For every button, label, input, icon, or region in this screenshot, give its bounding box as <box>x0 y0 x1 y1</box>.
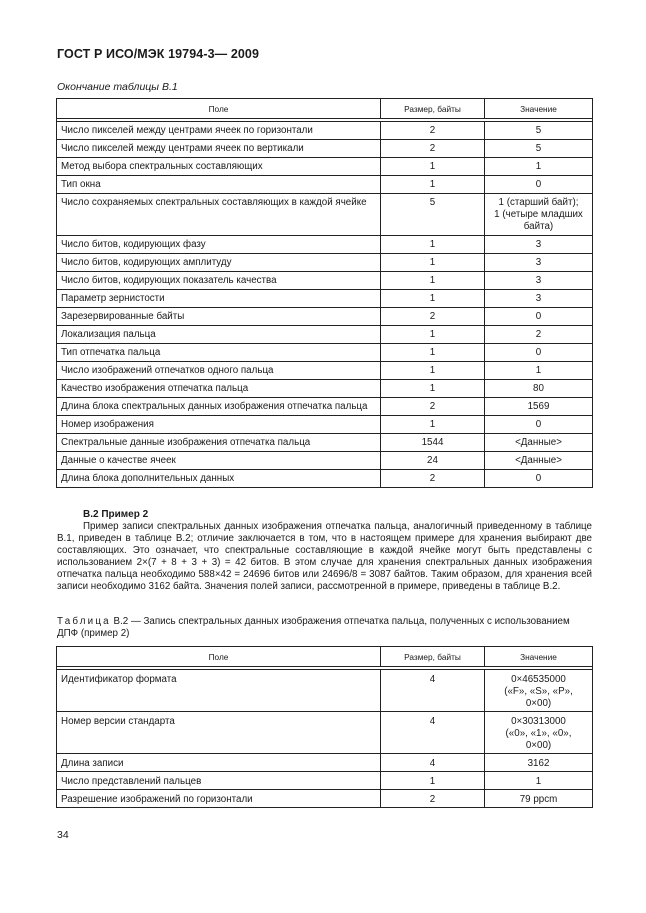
cell-value: 0×30313000 («0», «1», «0», 0×00) <box>485 712 593 754</box>
cell-size: 2 <box>381 308 485 326</box>
col-header-value: Значение <box>485 99 593 119</box>
cell-size: 4 <box>381 754 485 772</box>
cell-field: Данные о качестве ячеек <box>57 452 381 470</box>
table-row <box>57 398 593 416</box>
cell-field: Число представлений пальцев <box>57 772 381 790</box>
cell-size: 24 <box>381 452 485 470</box>
section-paragraph: Пример записи спектральных данных изображения отпечатка пальца, аналогичный приведенному в таблице В.1, приведен в таблице В.2; отличие заключается в том, что в настоящем примере для хранения выбирают две составляющих. Это означает, что спектральные составляющие в каждой ячейке могут быть представлены с использованием 2×(7 + 8 + 3 + 3) = 42 битов. В этом случае для хранения спектральных данных изображения отпечатка пальца необходимо 588×42 = 24696 битов или 24696/8 = 3087 байтов. Таким образом, для хранения всей записи необходимо 3162 байта. Значения полей записи, рассмотренной в примере, приведены в таблице В.2. <box>57 521 592 592</box>
cell-value: 3 <box>485 236 593 254</box>
cell-value: 5 <box>485 122 593 140</box>
cell-size: 1 <box>381 326 485 344</box>
cell-size: 1 <box>381 416 485 434</box>
table-row <box>57 254 593 272</box>
table-row <box>57 416 593 434</box>
cell-size: 5 <box>381 194 485 236</box>
table-row <box>57 122 593 140</box>
cell-size: 2 <box>381 470 485 488</box>
table-row <box>57 290 593 308</box>
cell-value: 3162 <box>485 754 593 772</box>
table-row <box>57 380 593 398</box>
cell-value: 3 <box>485 254 593 272</box>
cell-value: 5 <box>485 140 593 158</box>
cell-value: 0 <box>485 176 593 194</box>
cell-value: <Данные> <box>485 452 593 470</box>
cell-size: 2 <box>381 790 485 808</box>
cell-size: 1544 <box>381 434 485 452</box>
col-header-field: Поле <box>57 647 381 667</box>
table-row <box>57 308 593 326</box>
cell-field: Разрешение изображений по горизонтали <box>57 790 381 808</box>
cell-size: 1 <box>381 380 485 398</box>
table-row <box>57 236 593 254</box>
cell-value: 0 <box>485 470 593 488</box>
col-header-size: Размер, байты <box>381 99 485 119</box>
cell-value: 3 <box>485 290 593 308</box>
cell-field: Спектральные данные изображения отпечатка пальца <box>57 434 381 452</box>
cell-field: Длина записи <box>57 754 381 772</box>
cell-size: 2 <box>381 122 485 140</box>
cell-field: Тип окна <box>57 176 381 194</box>
table-row <box>57 712 593 754</box>
cell-value: 0 <box>485 344 593 362</box>
cell-field: Число битов, кодирующих амплитуду <box>57 254 381 272</box>
table-row <box>57 470 593 488</box>
cell-field: Зарезервированные байты <box>57 308 381 326</box>
table-row <box>57 326 593 344</box>
table-row <box>57 434 593 452</box>
cell-size: 1 <box>381 254 485 272</box>
cell-field: Метод выбора спектральных составляющих <box>57 158 381 176</box>
cell-field: Номер изображения <box>57 416 381 434</box>
cell-size: 2 <box>381 140 485 158</box>
section-heading: В.2 Пример 2 <box>83 509 149 520</box>
cell-size: 1 <box>381 772 485 790</box>
cell-value: 0×46535000 («F», «S», «P», 0×00) <box>485 670 593 712</box>
cell-size: 4 <box>381 712 485 754</box>
table-row <box>57 272 593 290</box>
cell-value: 0 <box>485 416 593 434</box>
cell-field: Качество изображения отпечатка пальца <box>57 380 381 398</box>
col-header-field: Поле <box>57 99 381 119</box>
cell-size: 4 <box>381 670 485 712</box>
cell-field: Идентификатор формата <box>57 670 381 712</box>
cell-value: 2 <box>485 326 593 344</box>
table-row <box>57 790 593 808</box>
cell-field: Число изображений отпечатков одного пальца <box>57 362 381 380</box>
cell-field: Параметр зернистости <box>57 290 381 308</box>
cell-size: 1 <box>381 290 485 308</box>
cell-value: 79 ppcm <box>485 790 593 808</box>
cell-size: 2 <box>381 398 485 416</box>
table2-caption-label: Таблица <box>57 616 111 627</box>
table-row <box>57 670 593 712</box>
cell-field: Число битов, кодирующих показатель качества <box>57 272 381 290</box>
cell-value: <Данные> <box>485 434 593 452</box>
table-row <box>57 140 593 158</box>
table-row <box>57 452 593 470</box>
table2-caption <box>57 616 592 640</box>
col-header-size: Размер, байты <box>381 647 485 667</box>
cell-value: 1 <box>485 158 593 176</box>
cell-field: Число пикселей между центрами ячеек по вертикали <box>57 140 381 158</box>
table-row <box>57 158 593 176</box>
cell-field: Число битов, кодирующих фазу <box>57 236 381 254</box>
table2-caption-text: В.2 — Запись спектральных данных изображения отпечатка пальца, полученных с использованием ДПФ (пример 2) <box>57 616 570 639</box>
col-header-value: Значение <box>485 647 593 667</box>
table-row <box>57 176 593 194</box>
table-row <box>57 194 593 236</box>
table-row <box>57 772 593 790</box>
cell-value: 1 (старший байт); 1 (четыре младших байта) <box>485 194 593 236</box>
cell-field: Число сохраняемых спектральных составляющих в каждой ячейке <box>57 194 381 236</box>
cell-value: 1569 <box>485 398 593 416</box>
cell-field: Локализация пальца <box>57 326 381 344</box>
cell-value: 3 <box>485 272 593 290</box>
cell-value: 80 <box>485 380 593 398</box>
cell-size: 1 <box>381 236 485 254</box>
cell-field: Длина блока дополнительных данных <box>57 470 381 488</box>
document-header: ГОСТ Р ИСО/МЭК 19794-3— 2009 <box>57 47 260 61</box>
cell-field: Длина блока спектральных данных изображения отпечатка пальца <box>57 398 381 416</box>
cell-field: Число пикселей между центрами ячеек по горизонтали <box>57 122 381 140</box>
table-row <box>57 754 593 772</box>
cell-size: 1 <box>381 362 485 380</box>
cell-value: 0 <box>485 308 593 326</box>
cell-value: 1 <box>485 362 593 380</box>
page-number: 34 <box>57 829 69 841</box>
table-b1-continuation <box>56 98 593 488</box>
table-b2 <box>56 646 593 808</box>
table-row <box>57 362 593 380</box>
table1-caption: Окончание таблицы В.1 <box>57 81 178 93</box>
cell-field: Тип отпечатка пальца <box>57 344 381 362</box>
cell-size: 1 <box>381 158 485 176</box>
cell-field: Номер версии стандарта <box>57 712 381 754</box>
cell-size: 1 <box>381 176 485 194</box>
cell-value: 1 <box>485 772 593 790</box>
cell-size: 1 <box>381 344 485 362</box>
table-row <box>57 344 593 362</box>
cell-size: 1 <box>381 272 485 290</box>
